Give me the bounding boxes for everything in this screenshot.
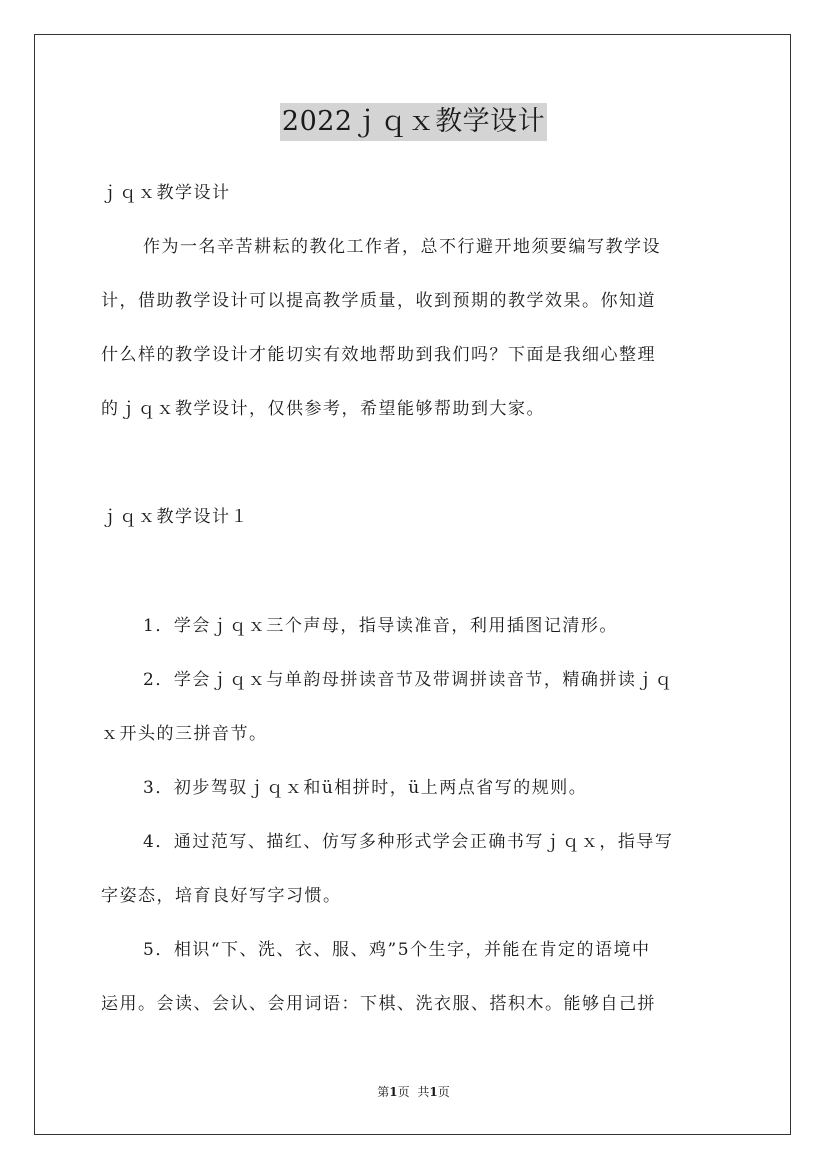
page-footer [0,1083,827,1101]
objective-4-line-2: 字姿态，培育良好写字习惯。 [101,886,342,906]
objective-5-line-1: 5．相识“下、洗、衣、服、鸡”5个生字，并能在肯定的语境中 [143,940,651,960]
intro-line-3: 什么样的教学设计才能切实有效地帮助到我们吗？下面是我细心整理 [101,345,656,365]
footer-page-suffix: 页 [397,1085,410,1099]
footer-total-number: 1 [429,1085,438,1099]
objective-5-line-2: 运用。会读、会认、会用词语：下棋、洗衣服、搭积木。能够自己拼 [101,994,656,1014]
intro-line-2: 计，借助教学设计可以提高教学质量，收到预期的教学效果。你知道 [101,291,656,311]
objective-1: 1．学会ｊｑｘ三个声母，指导读准音，利用插图记清形。 [143,616,618,636]
objective-2-line-1: 2．学会ｊｑｘ与单韵母拼读音节及带调拼读音节，精确拼读ｊｑ [143,670,674,690]
footer-total-suffix: 页 [437,1085,450,1099]
objective-2-line-2: ｘ开头的三拼音节。 [101,724,268,744]
title-container [0,103,827,141]
footer-total-prefix: 共 [417,1085,430,1099]
intro-line-4: 的ｊｑｘ教学设计，仅供参考，希望能够帮助到大家。 [101,399,545,419]
document-title: 2022ｊｑｘ教学设计 [280,103,547,141]
intro-line-1: 作为一名辛苦耕耘的教化工作者，总不行避开地须要编写教学设 [143,237,661,257]
footer-page-prefix: 第 [377,1085,390,1099]
objective-3: 3．初步驾驭ｊｑｘ和ü相拼时，ü上两点省写的规则。 [143,778,588,798]
objective-4-line-1: 4．通过范写、描红、仿写多种形式学会正确书写ｊｑｘ，指导写 [143,832,674,852]
subsection-heading: ｊｑｘ教学设计１ [101,507,249,527]
footer-page-number: 1 [389,1085,398,1099]
section-heading: ｊｑｘ教学设计 [101,183,231,203]
